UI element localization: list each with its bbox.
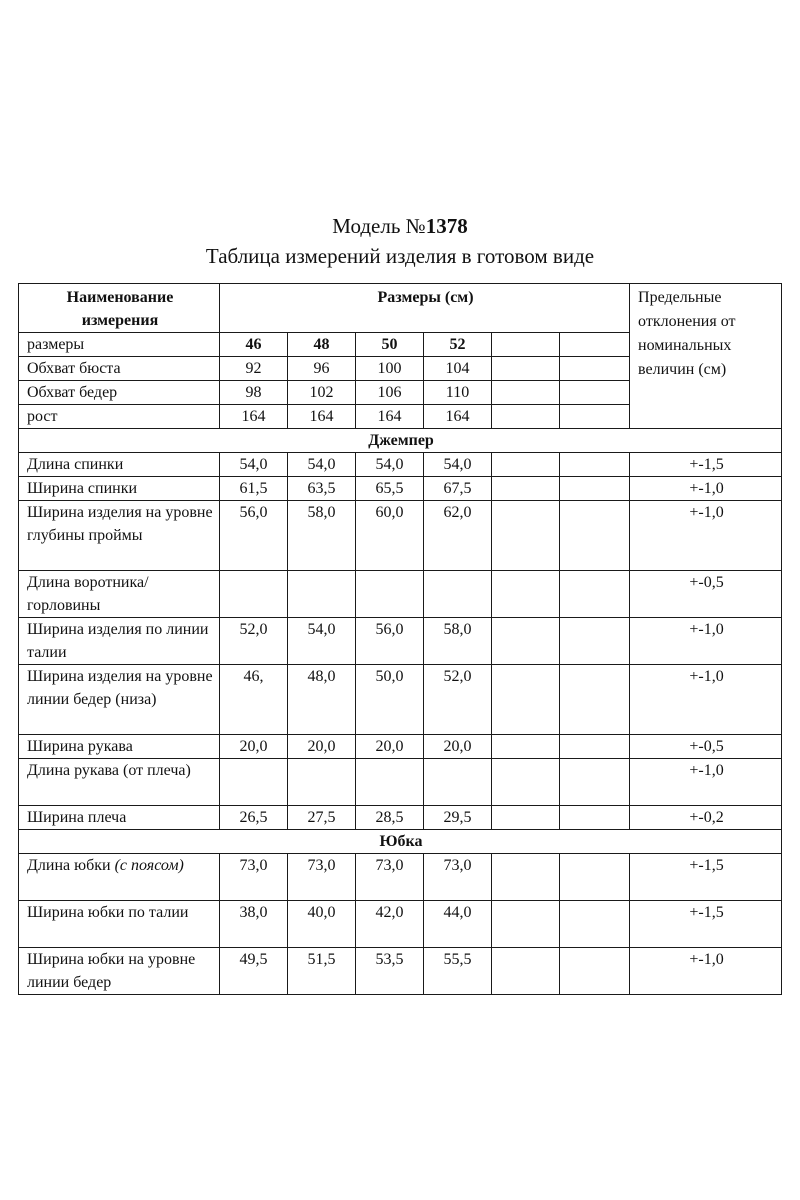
document-title <box>0 213 800 269</box>
measurement-value-cell: 27,5 <box>288 806 356 830</box>
measurement-value-cell: 44,0 <box>424 901 492 948</box>
measurement-label: Длина воротника/горловины <box>27 574 149 614</box>
measurement-value-cell: 20,0 <box>424 735 492 759</box>
measurement-value-cell: 40,0 <box>288 901 356 948</box>
size-value-cell <box>560 381 630 405</box>
measurement-value-cell <box>424 759 492 806</box>
table-subtitle: Таблица измерений изделия в готовом виде <box>205 244 595 268</box>
measurement-value-cell: 58,0 <box>288 501 356 571</box>
measurement-label: Ширина изделия на уровне линии бедер (низа) <box>27 668 213 708</box>
size-value-cell: 96 <box>288 357 356 381</box>
measurement-label: Ширина спинки <box>27 480 138 497</box>
measurement-row <box>19 759 782 806</box>
size-value-cell: 92 <box>220 357 288 381</box>
measurement-value-cell <box>356 571 424 618</box>
measurement-value-cell: 63,5 <box>288 477 356 501</box>
size-value-cell: 102 <box>288 381 356 405</box>
measurement-label: Ширина изделия по линии талии <box>27 621 209 661</box>
measurement-value-cell: 73,0 <box>220 854 288 901</box>
measurement-label-cell <box>19 901 220 948</box>
measurement-value-cell <box>560 571 630 618</box>
measurement-row <box>19 735 782 759</box>
measurement-row <box>19 854 782 901</box>
measurement-row <box>19 571 782 618</box>
tolerance-cell: +-1,0 <box>630 477 782 501</box>
tolerance-cell: +-1,0 <box>630 665 782 735</box>
size-value-cell: 50 <box>356 333 424 357</box>
measurement-value-cell <box>492 618 560 665</box>
measurement-value-cell <box>560 759 630 806</box>
model-number: 1378 <box>425 214 468 238</box>
tolerance-cell: +-1,0 <box>630 759 782 806</box>
size-value-cell <box>492 333 560 357</box>
tolerance-cell: +-1,5 <box>630 901 782 948</box>
measurement-row <box>19 618 782 665</box>
measurement-value-cell <box>560 806 630 830</box>
measurement-value-cell: 20,0 <box>288 735 356 759</box>
header-name-cell: Наименование измерения <box>19 284 220 333</box>
measurement-label-cell <box>19 618 220 665</box>
size-value-cell <box>492 381 560 405</box>
measurement-value-cell <box>288 759 356 806</box>
measurement-value-cell: 62,0 <box>424 501 492 571</box>
table-header-row <box>19 284 782 333</box>
measurement-value-cell: 49,5 <box>220 948 288 995</box>
size-value-cell: 100 <box>356 357 424 381</box>
measurement-value-cell: 56,0 <box>356 618 424 665</box>
measurement-label-cell <box>19 571 220 618</box>
measurement-value-cell <box>560 618 630 665</box>
tolerance-cell: +-1,0 <box>630 948 782 995</box>
measurement-label-cell <box>19 501 220 571</box>
size-value-cell: 164 <box>220 405 288 429</box>
tolerance-cell: +-0,5 <box>630 735 782 759</box>
measurement-label-cell <box>19 735 220 759</box>
measurement-value-cell: 65,5 <box>356 477 424 501</box>
measurement-value-cell: 38,0 <box>220 901 288 948</box>
measurement-value-cell <box>492 806 560 830</box>
measurement-value-cell: 54,0 <box>288 453 356 477</box>
measurement-label: Ширина рукава <box>27 738 133 755</box>
size-value-cell: 106 <box>356 381 424 405</box>
measurement-row <box>19 453 782 477</box>
size-value-cell: 164 <box>424 405 492 429</box>
size-value-cell: 164 <box>356 405 424 429</box>
size-row-label: Обхват бюста <box>19 357 220 381</box>
measurement-value-cell: 58,0 <box>424 618 492 665</box>
measurement-label-cell <box>19 854 220 901</box>
header-tolerance-cell: Предельные отклонения от номинальных величин (см) <box>630 284 782 429</box>
size-value-cell: 46 <box>220 333 288 357</box>
measurement-value-cell: 60,0 <box>356 501 424 571</box>
tolerance-cell: +-1,5 <box>630 453 782 477</box>
tolerance-cell: +-1,5 <box>630 854 782 901</box>
measurement-label: Ширина изделия на уровне глубины проймы <box>27 504 213 544</box>
measurement-value-cell: 73,0 <box>424 854 492 901</box>
measurement-value-cell <box>560 665 630 735</box>
measurement-value-cell <box>220 571 288 618</box>
size-value-cell: 110 <box>424 381 492 405</box>
measurement-value-cell: 55,5 <box>424 948 492 995</box>
measurement-label: Ширина плеча <box>27 809 127 826</box>
measurement-value-cell <box>492 735 560 759</box>
measurement-row <box>19 806 782 830</box>
tolerance-cell: +-1,0 <box>630 501 782 571</box>
measurement-value-cell <box>356 759 424 806</box>
measurement-value-cell: 42,0 <box>356 901 424 948</box>
model-title: Модель №1378 <box>332 214 468 238</box>
measurement-value-cell: 73,0 <box>288 854 356 901</box>
measurement-value-cell <box>492 477 560 501</box>
measurement-value-cell <box>492 501 560 571</box>
measurement-value-cell: 67,5 <box>424 477 492 501</box>
measurement-value-cell: 53,5 <box>356 948 424 995</box>
header-sizes-cell: Размеры (см) <box>220 284 630 333</box>
measurement-value-cell <box>560 901 630 948</box>
measurement-value-cell: 50,0 <box>356 665 424 735</box>
size-value-cell: 98 <box>220 381 288 405</box>
measurement-value-cell <box>560 854 630 901</box>
measurement-value-cell <box>492 453 560 477</box>
measurement-label: Длина рукава (от плеча) <box>27 762 191 779</box>
measurement-value-cell: 73,0 <box>356 854 424 901</box>
measurement-label: Ширина юбки на уровне линии бедер <box>27 951 196 991</box>
measurement-value-cell: 54,0 <box>356 453 424 477</box>
measurement-label-cell <box>19 477 220 501</box>
measurement-value-cell: 26,5 <box>220 806 288 830</box>
tolerance-cell: +-0,2 <box>630 806 782 830</box>
measurement-value-cell: 52,0 <box>424 665 492 735</box>
measurement-label-cell <box>19 948 220 995</box>
measurement-value-cell: 28,5 <box>356 806 424 830</box>
measurement-value-cell <box>492 854 560 901</box>
measurement-label-cell <box>19 759 220 806</box>
measurement-label: Длина юбки <box>27 857 115 874</box>
size-value-cell <box>560 405 630 429</box>
measurement-value-cell: 54,0 <box>220 453 288 477</box>
size-value-cell <box>492 357 560 381</box>
tolerance-cell: +-1,0 <box>630 618 782 665</box>
measurement-value-cell: 48,0 <box>288 665 356 735</box>
measurement-value-cell <box>560 453 630 477</box>
measurement-table <box>18 283 782 995</box>
measurement-value-cell: 29,5 <box>424 806 492 830</box>
section-title-row-skirt <box>19 830 782 854</box>
measurement-value-cell <box>492 665 560 735</box>
tolerance-cell: +-0,5 <box>630 571 782 618</box>
measurement-value-cell <box>560 735 630 759</box>
measurement-value-cell: 20,0 <box>220 735 288 759</box>
measurement-value-cell <box>220 759 288 806</box>
section-title-row-jumper <box>19 429 782 453</box>
measurement-value-cell <box>492 759 560 806</box>
measurement-label-cell <box>19 665 220 735</box>
measurement-row <box>19 665 782 735</box>
measurement-label: Ширина юбки по талии <box>27 904 189 921</box>
size-value-cell <box>560 357 630 381</box>
size-row-label: рост <box>19 405 220 429</box>
measurement-value-cell <box>492 571 560 618</box>
section-title: Юбка <box>19 830 782 854</box>
size-value-cell: 48 <box>288 333 356 357</box>
section-title: Джемпер <box>19 429 782 453</box>
measurement-value-cell <box>424 571 492 618</box>
measurement-value-cell <box>560 477 630 501</box>
measurement-value-cell: 52,0 <box>220 618 288 665</box>
size-value-cell <box>560 333 630 357</box>
measurement-label-cell <box>19 453 220 477</box>
measurement-label: Длина спинки <box>27 456 124 473</box>
measurement-value-cell <box>492 901 560 948</box>
measurement-label-cell <box>19 806 220 830</box>
size-row-label: размеры <box>19 333 220 357</box>
size-value-cell: 104 <box>424 357 492 381</box>
measurement-value-cell <box>560 501 630 571</box>
measurement-note: (с поясом) <box>114 857 184 874</box>
size-value-cell: 52 <box>424 333 492 357</box>
measurement-value-cell: 51,5 <box>288 948 356 995</box>
measurement-value-cell <box>492 948 560 995</box>
size-row-label: Обхват бедер <box>19 381 220 405</box>
measurement-value-cell: 46, <box>220 665 288 735</box>
measurement-row <box>19 948 782 995</box>
measurement-value-cell: 56,0 <box>220 501 288 571</box>
measurement-value-cell <box>560 948 630 995</box>
size-value-cell: 164 <box>288 405 356 429</box>
measurement-value-cell: 20,0 <box>356 735 424 759</box>
measurement-row <box>19 501 782 571</box>
measurement-row <box>19 901 782 948</box>
measurement-value-cell: 61,5 <box>220 477 288 501</box>
measurement-value-cell <box>288 571 356 618</box>
measurement-row <box>19 477 782 501</box>
measurement-value-cell: 54,0 <box>424 453 492 477</box>
measurement-value-cell: 54,0 <box>288 618 356 665</box>
size-value-cell <box>492 405 560 429</box>
